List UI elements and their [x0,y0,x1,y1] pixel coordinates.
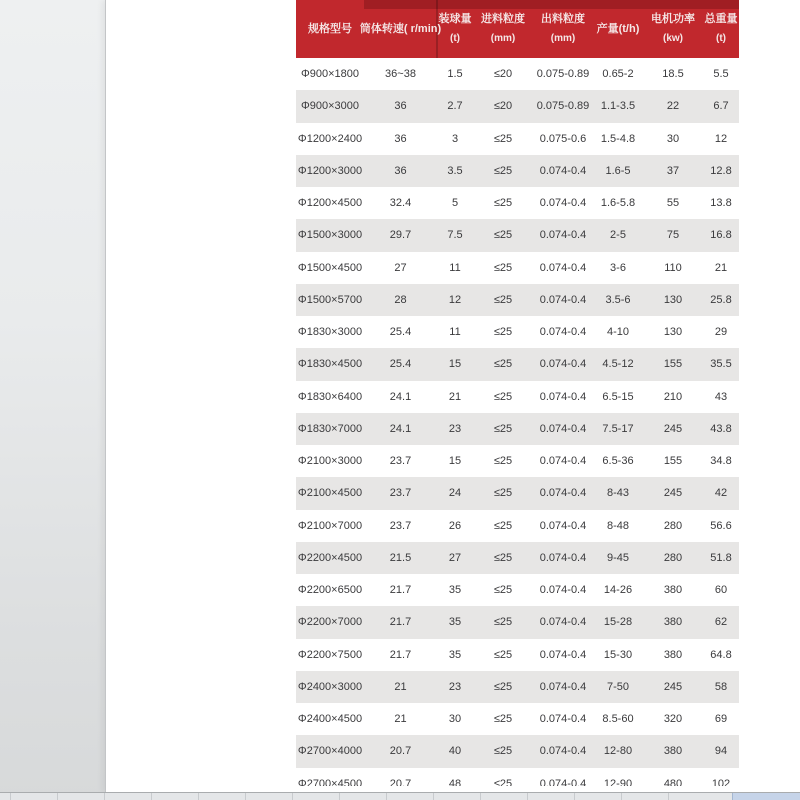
table-cell: 280 [663,551,683,564]
table-cell: 0.074-0.4 [539,390,587,403]
table-cell: 0.074-0.4 [539,551,587,564]
table-cell: 480 [663,777,683,786]
taskbar-divider [668,793,669,800]
column-header-label: 总重量 [704,13,738,25]
table-cell: ≤25 [493,132,513,145]
column-header-label: 规格型号 [308,23,352,35]
table-cell: 29 [714,326,728,339]
table-cell: 23.7 [389,519,412,532]
table-cell: 20.7 [389,777,412,786]
table-cell: 21 [394,680,407,693]
table-cell: 0.074-0.4 [539,164,587,177]
column-header-model [296,0,364,58]
table-cell: 245 [663,680,683,693]
table-cell: 30 [666,132,680,145]
table-cell: 0.074-0.4 [539,455,587,468]
table-row [296,123,739,155]
spec-table [296,0,739,786]
table-cell: 58 [714,680,728,693]
table-cell: 1.5-4.8 [600,132,636,145]
table-cell: 24.1 [389,390,412,403]
table-cell: 36~38 [385,68,416,81]
table-cell: Φ2100×7000 [297,519,363,532]
table-cell: 245 [663,487,683,500]
table-cell: ≤25 [493,261,513,274]
table-cell: 75 [666,229,680,242]
table-cell: 3.5 [447,164,463,177]
table-cell: 11 [449,326,461,339]
table-cell: 60 [714,584,728,597]
table-cell: 25.4 [389,326,412,339]
table-cell: 0.074-0.4 [539,326,587,339]
table-row [296,703,739,735]
taskbar-divider [10,793,11,800]
table-cell: 0.075-0.6 [539,132,587,145]
taskbar-divider [339,793,340,800]
table-cell: 15 [448,358,462,371]
table-cell: 9-45 [606,551,630,564]
taskbar-divider [57,793,58,800]
table-cell: 0.074-0.4 [539,487,587,500]
table-cell: Φ1500×5700 [297,293,363,306]
taskbar-divider [292,793,293,800]
table-cell: 48 [448,777,462,786]
table-cell: 130 [663,293,683,306]
table-cell: 0.074-0.4 [539,229,587,242]
table-row [296,348,739,380]
table-cell: 14-26 [603,584,633,597]
table-cell: 22 [666,100,680,113]
column-header-label: 电机功率 [651,13,695,25]
table-cell: 0.074-0.4 [539,519,587,532]
table-cell: 380 [663,584,683,597]
table-cell: 55 [666,197,680,210]
table-cell: Φ1830×4500 [297,358,363,371]
taskbar-strip [0,792,800,800]
table-cell: 0.074-0.4 [539,745,587,758]
table-cell: 3.5-6 [605,293,631,306]
table-cell: 23 [448,680,462,693]
column-header-unit: (kw) [663,33,683,44]
table-cell: 4.5-12 [602,358,634,371]
table-row [296,735,739,767]
table-cell: 20.7 [389,745,412,758]
table-cell: ≤25 [493,164,513,177]
table-cell: ≤25 [493,616,513,629]
table-row [296,187,739,219]
table-cell: 1.1-3.5 [600,100,636,113]
table-cell: 2-5 [610,229,626,242]
table-cell: Φ2100×3000 [297,455,363,468]
table-cell: 35 [448,584,462,597]
table-cell: ≤25 [493,519,513,532]
table-cell: Φ900×1800 [300,68,360,81]
table-cell: 0.074-0.4 [539,422,587,435]
table-cell: ≤25 [493,551,513,564]
table-cell: 21.7 [389,616,412,629]
table-cell: Φ1500×4500 [297,261,363,274]
column-header-unit: (t) [716,33,726,44]
table-cell: 102 [711,777,731,786]
table-cell: 4-10 [606,326,630,339]
taskbar-divider [151,793,152,800]
table-cell: 23 [448,422,462,435]
table-cell: 43.8 [710,422,732,435]
table-cell: Φ1500×3000 [297,229,363,242]
table-cell: 6.7 [713,100,729,113]
table-cell: ≤25 [493,680,513,693]
table-cell: Φ2200×6500 [297,584,363,597]
table-row [296,606,739,638]
table-cell: 28 [394,293,407,306]
table-row [296,219,739,251]
table-cell: 0.074-0.4 [539,293,587,306]
table-cell: 8-43 [606,487,630,500]
table-cell: 69 [714,713,728,726]
table-cell: 12-80 [603,745,633,758]
table-cell: 21 [448,390,462,403]
table-cell: 51.8 [710,551,732,564]
table-cell: 0.074-0.4 [539,713,587,726]
taskbar-divider [480,793,481,800]
table-cell: ≤25 [493,648,513,661]
column-header-total-weight [703,0,739,58]
table-cell: 25.4 [389,358,412,371]
column-header-unit: (mm) [550,33,576,44]
table-header [296,0,739,58]
table-cell: 155 [663,455,683,468]
table-row [296,413,739,445]
table-cell: 15-30 [603,648,633,661]
table-cell: Φ2200×7000 [297,616,363,629]
table-cell: 380 [663,616,683,629]
table-cell: 23.7 [389,487,412,500]
table-cell: 35 [448,616,462,629]
table-cell: 5 [451,197,459,210]
table-cell: 36 [394,132,407,145]
table-cell: 24.1 [389,422,412,435]
table-row [296,284,739,316]
table-cell: 0.074-0.4 [539,648,587,661]
table-cell: 13.8 [710,197,732,210]
table-cell: Φ900×3000 [300,100,360,113]
table-cell: 21 [394,713,407,726]
table-cell: 0.074-0.4 [539,616,587,629]
table-cell: 8.5-60 [602,713,634,726]
table-row [296,510,739,542]
table-cell: 21.5 [389,551,412,564]
taskbar-divider [574,793,575,800]
document-page [105,0,800,793]
table-cell: Φ1200×3000 [297,164,363,177]
column-header-feed-size [473,0,533,58]
table-cell: 25.8 [710,293,732,306]
table-cell: 23.7 [389,455,412,468]
table-cell: 1.6-5.8 [600,197,636,210]
table-cell: Φ1200×2400 [297,132,363,145]
table-cell: 18.5 [662,68,684,81]
table-cell: 5.5 [713,68,729,81]
table-row [296,477,739,509]
table-cell: 36 [394,100,407,113]
table-cell: 30 [448,713,462,726]
table-cell: 2.7 [447,100,463,113]
table-cell: 42 [714,487,728,500]
table-cell: 0.074-0.4 [539,584,587,597]
table-cell: 37 [666,164,680,177]
table-cell: 16.8 [710,229,732,242]
taskbar-divider [104,793,105,800]
column-header-label: 产量(t/h) [596,23,640,35]
table-cell: 0.074-0.4 [539,358,587,371]
table-row [296,445,739,477]
table-row [296,639,739,671]
table-cell: Φ2400×3000 [297,680,363,693]
table-cell: 7.5-17 [602,422,634,435]
table-cell: 12 [448,293,462,306]
table-cell: 7-50 [606,680,630,693]
table-cell: 36 [394,164,407,177]
column-header-ball-load [437,0,473,58]
table-cell: 15-28 [603,616,633,629]
column-header-cylinder-speed [359,0,442,58]
table-row [296,316,739,348]
table-cell: 11 [449,261,461,274]
table-cell: 0.074-0.4 [539,680,587,693]
table-cell: 12.8 [710,164,732,177]
table-cell: ≤25 [493,455,513,468]
table-cell: 21.7 [389,648,412,661]
table-cell: ≤25 [493,358,513,371]
table-cell: 210 [663,390,683,403]
column-header-unit: (mm) [490,33,516,44]
table-cell: 35.5 [710,358,732,371]
table-row [296,574,739,606]
table-cell: 12 [714,132,728,145]
table-cell: 130 [663,326,683,339]
table-cell: 12-90 [603,777,633,786]
table-cell: 3 [451,132,459,145]
table-row [296,671,739,703]
table-cell: ≤25 [493,777,513,786]
taskbar-divider [245,793,246,800]
table-cell: 21.7 [389,584,412,597]
table-cell: 15 [448,455,462,468]
table-cell: Φ2200×7500 [297,648,363,661]
table-body [296,58,739,786]
table-row [296,768,739,787]
table-cell: ≤25 [493,229,513,242]
table-cell: ≤20 [493,68,513,81]
table-cell: Φ1200×4500 [297,197,363,210]
table-cell: 6.5-15 [602,390,634,403]
column-header-label: 出料粒度 [541,13,585,25]
table-cell: 27 [394,261,407,274]
table-cell: ≤25 [493,293,513,306]
table-cell: 94 [714,745,728,758]
table-cell: 280 [663,519,683,532]
table-cell: 8-48 [606,519,630,532]
table-cell: 245 [663,422,683,435]
column-header-label: 装球量 [438,13,472,25]
table-cell: ≤25 [493,326,513,339]
taskbar-divider [433,793,434,800]
table-cell: ≤25 [493,487,513,500]
table-cell: 7.5 [447,229,463,242]
table-cell: Φ1830×6400 [297,390,363,403]
table-cell: 62 [714,616,728,629]
table-cell: 0.65-2 [602,68,634,81]
taskbar-divider [198,793,199,800]
column-header-discharge-size [533,0,593,58]
table-cell: Φ2700×4500 [297,777,363,786]
table-cell: 3-6 [610,261,626,274]
table-cell: Φ2100×4500 [297,487,363,500]
table-cell: 0.074-0.4 [539,197,587,210]
table-cell: 110 [664,261,682,274]
table-cell: 0.074-0.4 [539,777,587,786]
table-cell: ≤25 [493,713,513,726]
table-cell: ≤25 [493,422,513,435]
column-header-label: 筒体转速( r/min) [359,23,442,35]
table-cell: 27 [448,551,462,564]
taskbar-divider [386,793,387,800]
column-header-label: 进料粒度 [481,13,525,25]
table-cell: 380 [663,648,683,661]
table-row [296,252,739,284]
table-cell: 6.5-36 [602,455,634,468]
taskbar-button-segment[interactable] [732,793,800,800]
table-cell: Φ2700×4000 [297,745,363,758]
table-cell: 40 [448,745,462,758]
taskbar-divider [527,793,528,800]
table-cell: 32.4 [389,197,412,210]
table-row [296,381,739,413]
table-cell: 1.6-5 [605,164,631,177]
table-cell: ≤25 [493,584,513,597]
table-row [296,58,739,90]
table-row [296,155,739,187]
table-cell: 35 [448,648,462,661]
table-cell: 21 [714,261,728,274]
column-header-motor-power [643,0,703,58]
table-cell: Φ2200×4500 [297,551,363,564]
table-cell: 155 [663,358,683,371]
table-cell: 0.075-0.89 [536,100,590,113]
table-cell: 0.074-0.4 [539,261,587,274]
taskbar-divider [621,793,622,800]
table-cell: ≤20 [493,100,513,113]
table-cell: 29.7 [389,229,412,242]
table-cell: 56.6 [710,519,732,532]
table-cell: 64.8 [710,648,732,661]
table-cell: 26 [448,519,462,532]
table-row [296,542,739,574]
table-cell: 34.8 [710,455,732,468]
table-cell: 43 [714,390,728,403]
column-header-unit: (t) [450,33,460,44]
table-cell: Φ1830×7000 [297,422,363,435]
table-cell: 320 [663,713,683,726]
table-cell: Φ1830×3000 [297,326,363,339]
table-cell: 380 [663,745,683,758]
table-cell: Φ2400×4500 [297,713,363,726]
column-header-capacity [593,0,643,58]
table-cell: ≤25 [493,197,513,210]
table-cell: ≤25 [493,390,513,403]
table-row [296,90,739,122]
table-cell: 24 [448,487,462,500]
table-cell: 0.075-0.89 [536,68,590,81]
table-cell: 1.5 [447,68,463,81]
table-cell: ≤25 [493,745,513,758]
